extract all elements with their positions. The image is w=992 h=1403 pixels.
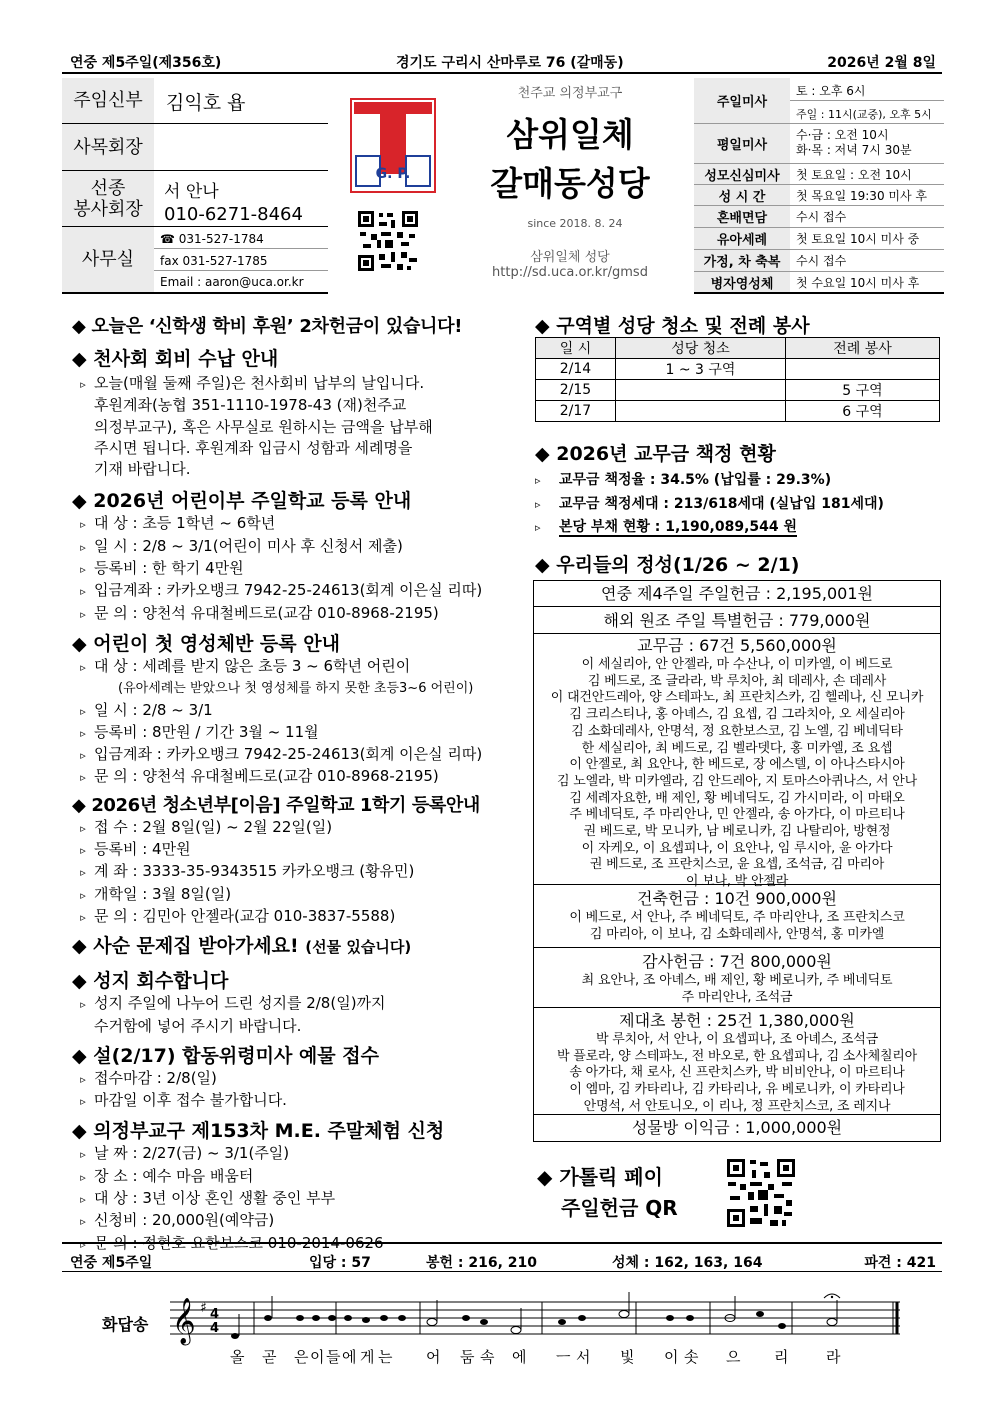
notice-heading: ◆ 오늘은 ‘신학생 학비 후원’ 2차헌금이 있습니다!: [72, 316, 463, 337]
table-row: 2/17 6 구역: [536, 401, 940, 422]
parish-name-2: 갈매동성당: [490, 164, 650, 203]
parish-name-1: 삼위일체: [506, 115, 634, 154]
issue-number: 연중 제5주일(제356호): [70, 55, 222, 71]
notice-heading: ◆ 의정부교구 제153차 M.E. 주말체험 신청: [72, 1120, 445, 1143]
communion-hymn: 성체 : 162, 163, 164: [612, 1255, 763, 1271]
evangelization-row: [62, 171, 328, 227]
svg-text:4: 4: [210, 1307, 220, 1322]
offerings-box: [533, 580, 941, 1142]
office-fax: fax 031-527-1785: [154, 249, 328, 271]
section-heading: ◆ 구역별 성당 청소 및 전례 봉사: [535, 315, 810, 337]
evangelization-label: 선종 봉사회장: [62, 171, 154, 226]
parish-since: since 2018. 8. 24: [527, 217, 623, 230]
table-header-row: 일 시 성당 청소 전례 봉사: [536, 338, 940, 359]
thanks-offering-list: 감사헌금 : 7건 800,000원 최 요안나, 조 아녜스, 배 제인, 황 베로니카, 주 베네딕토 주 마리안나, 조석금: [534, 948, 940, 1008]
table-row: 2/15 5 구역: [536, 380, 940, 401]
blog-name: 삼위일체 성당: [530, 250, 610, 265]
top-bar: [62, 48, 942, 74]
notice-body: ▹ 대 상 : 초등 1학년 ~ 6학년 ▹ 일 시 : 2/8 ~ 3/1(어린이 미사 후 신청서 제출) ▹ 등록비 : 한 학기 4만원 ▹ 입금계좌 : 카카오뱅크 7942-25-24613(회계 이은실 리따) ▹ 문 의 : 양천석 유대철베드로(교감 010-8968-2195): [80, 514, 483, 622]
qr-code-icon[interactable]: [357, 210, 419, 272]
issue-date: 2026년 2월 8일: [827, 55, 936, 71]
parish-address: 경기도 구리시 산마루로 76 (갈매동): [396, 55, 624, 71]
section-heading: ◆ 우리들의 정성(1/26 ~ 2/1): [535, 554, 800, 576]
psalm-lyrics: 올 곧 은 이 들 에 게 는 어 둠 속 에 ㅡ 서 빛 이 솟 으 리 라: [230, 1348, 841, 1366]
payment-qr-icon[interactable]: [726, 1158, 796, 1228]
mass-row: 혼배면담 수시 접수: [694, 206, 944, 228]
mass-row: 주일미사 토 : 오후 6시 주일 : 11시(교중), 오후 5시: [694, 78, 944, 124]
notice-body: ▹ 접 수 : 2월 8일(일) ~ 2월 22일(일) ▹ 등록비 : 4만원 ▹ 계 좌 : 3333-35-9343515 카카오뱅크 (황유민) ▹ 개학일 : 3월 8일(일) ▹ 문 의 : 김민아 안젤라(교감 010-3837-5588): [80, 817, 415, 925]
council-row: [62, 124, 328, 171]
notice-body: ▹ 오늘(매월 둘째 주일)은 천사회비 납부의 날입니다. 후원계좌(농협 351-1110-1978-43 (재)천주교 의정부교구), 혹은 사무실로 원하시는 금액을 납부해 주시면 됩니다. 후원계좌 입금시 성함과 세례명을 기재 바랍니다.: [80, 374, 433, 479]
building-fund-list: 건축헌금 : 10건 900,000원 이 베드로, 서 안나, 주 베네딕토, 주 마리안나, 조 프란치스코 김 마리아, 이 보나, 김 소화데레사, 안명석, 홍 미카엘: [534, 885, 940, 948]
notice-body: ▹ 성지 주일에 나누어 드린 성지를 2/8(일)까지 수거함에 넣어 주시기 바랍니다.: [80, 994, 386, 1035]
mass-row: 병자영성체 첫 수요일 10시 미사 후: [694, 272, 944, 294]
pastor-name: 김익호 욥: [166, 92, 246, 114]
candle-offering-list: 제대초 봉헌 : 25건 1,380,000원 박 루치아, 서 안나, 이 요셉피나, 조 아녜스, 조석금 박 플로라, 양 스테파노, 전 바오로, 한 요셉피나, 김 소사체칠리아 송 아가다, 채 로사, 신 프란치스카, 박 비비안나, 이 마르티나 이 엠마, 김 카타리나, 김 카타리나, 유 베로니카, 이 카타리나 안명석, 서 안토니오, 이 리나, 정 프란치스코, 조 레지나: [534, 1008, 940, 1115]
notice-heading: ◆ 2026년 청소년부[이음] 주일학교 1학기 등록안내: [72, 794, 480, 816]
notice-heading: ◆ 어린이 첫 영성체반 등록 안내: [72, 632, 340, 655]
parish-url[interactable]: http://sd.uca.or.kr/gmsd: [492, 265, 648, 280]
sunday-name: 연중 제5주일: [70, 1255, 153, 1271]
diocese-name: 천주교 의정부교구: [517, 86, 623, 101]
special-offering: 해외 원조 주일 특별헌금 : 779,000원: [603, 611, 871, 630]
notice-body: ▹ 접수마감 : 2/8(일) ▹ 마감일 이후 접수 불가합니다.: [80, 1068, 287, 1110]
evangelization-phone: 010-6271-8464: [164, 204, 303, 225]
sunday-offering: 연중 제4주일 주일헌금 : 2,195,001원: [601, 584, 873, 603]
pastor-row: [62, 78, 328, 124]
pastor-label: 주임신부: [62, 78, 154, 123]
evangelization-name: 서 안나: [164, 182, 219, 202]
dues-list: 교무금 : 67건 5,560,000원 이 세실리아, 안 안젤라, 마 수산나, 이 미카엘, 이 베드로 김 베드로, 조 글라라, 박 루치아, 최 데레사, 손 데레사 이 대건안드레아, 양 스테파노, 최 프란치스카, 김 헬레나, 신 모니카 김 크리스티나, 홍 아녜스, 김 요셉, 김 그라치아, 오 세실리아 김 소화데레사, 안명석, 정 요한보스코, 김 노엘, 김 베네딕타 한 세실리아, 최 베드로, 김 벨라뎃다, 홍 미카엘, 조 요셉 이 안젤로, 최 요안나, 한 베드로, 장 에스텔, 이 아나스타시아 김 노엘라, 박 미카엘라, 김 안드레아, 지 토마스아퀴나스, 서 안나 김 세례자요한, 배 제인, 황 베네딕도, 김 가시미라, 이 마태오 주 베네딕토, 주 마리안나, 민 안젤라, 송 아가다, 이 마르티나 권 베드로, 박 모니카, 남 베로니카, 김 나탈리아, 방현정 이 자케오, 이 요셉피나, 이 요안나, 임 루시아, 윤 아가다 권 베드로, 조 프란치스코, 윤 요셉, 조석금, 김 마리아 이 보나, 박 안젤라: [534, 634, 940, 885]
notice-body: ▹ 대 상 : 세례를 받지 않은 초등 3 ~ 6학년 어린이 (유아세례는 받았으나 첫 영성체를 하지 못한 초등3~6 어린이) ▹ 일 시 : 2/8 ~ 3/1 ▹ 등록비 : 8만원 / 기간 3월 ~ 11월 ▹ 입금계좌 : 카카오뱅크 7942-25-24613(회계 이은실 리따) ▹ 문 의 : 양천석 유대철베드로(교감 010-8968-2195): [80, 656, 483, 786]
psalm-staff: [170, 1290, 910, 1350]
dismissal-hymn: 파견 : 421: [864, 1255, 936, 1271]
parish-title-block: [450, 82, 690, 292]
svg-text:♯: ♯: [200, 1300, 207, 1316]
notice-heading: ◆ 성지 회수합니다: [72, 970, 229, 993]
shop-profit: 성물방 이익금 : 1,000,000원: [631, 1118, 843, 1137]
council-label: 사목회장: [62, 124, 154, 170]
mass-row: 성모신심미사 첫 토요일 : 오전 10시: [694, 164, 944, 185]
mass-row: 성 시 간 첫 목요일 19:30 미사 후: [694, 185, 944, 206]
mass-row: 가정, 차 축복 수시 접수: [694, 250, 944, 272]
council-name: [154, 124, 328, 170]
table-row: 2/14 1 ~ 3 구역: [536, 359, 940, 380]
office-email: Email : aaron@uca.or.kr: [160, 275, 304, 289]
notice-body: ▹ 날 짜 : 2/27(금) ~ 3/1(주일) ▹ 장 소 : 예수 마음 배움터 ▹ 대 상 : 3년 이상 혼인 생활 중인 부부 ▹ 신청비 : 20,000원(예약금) ▹ 문 의 : 정현호 요한보스코 010-2014-0626: [80, 1144, 384, 1252]
parish-logo: [350, 98, 436, 193]
dues-status: ▹ 교무금 책정율 : 34.5% (납입률 : 29.3%) ▹ 교무금 책정세대 : 213/618세대 (실납입 181세대) ▹ 본당 부채 현황 : 1,190,089,544 원: [535, 472, 884, 535]
left-column: [72, 312, 527, 1255]
office-tel: ☎ 031-527-1784: [154, 227, 328, 249]
logo-letters: G. P.: [375, 166, 411, 182]
entrance-hymn: 입당 : 57: [309, 1255, 371, 1271]
office-label: 사무실: [62, 227, 154, 292]
mass-row: 평일미사 수·금 : 오전 10시 화·목 : 저녁 7시 30분: [694, 124, 944, 164]
notice-heading: ◆ 2026년 어린이부 주일학교 등록 안내: [72, 490, 412, 513]
offertory-hymn: 봉헌 : 216, 210: [426, 1255, 538, 1271]
mass-row: 유아세례 첫 토요일 10시 미사 중: [694, 228, 944, 250]
notice-heading: ◆ 사순 문제집 받아가세요! (선물 있습니다): [72, 935, 412, 958]
section-heading: ◆ 2026년 교무금 책정 현황: [535, 443, 776, 465]
notice-heading: ◆ 설(2/17) 합동위령미사 예물 접수: [72, 1044, 379, 1067]
office-row: [62, 227, 328, 294]
hymn-bar: [62, 1242, 942, 1272]
staff-table: [62, 78, 328, 294]
cleaning-table: [535, 337, 940, 422]
svg-text:4: 4: [210, 1321, 220, 1336]
notice-heading: ◆ 천사회 회비 수납 안내: [72, 348, 279, 370]
svg-text:𝄞: 𝄞: [172, 1298, 196, 1344]
mass-schedule: [694, 78, 944, 294]
psalm-label: 화답송: [102, 1315, 149, 1334]
catholic-pay-block: ◆ 가톨릭 페이 주일헌금 QR: [537, 1165, 678, 1220]
